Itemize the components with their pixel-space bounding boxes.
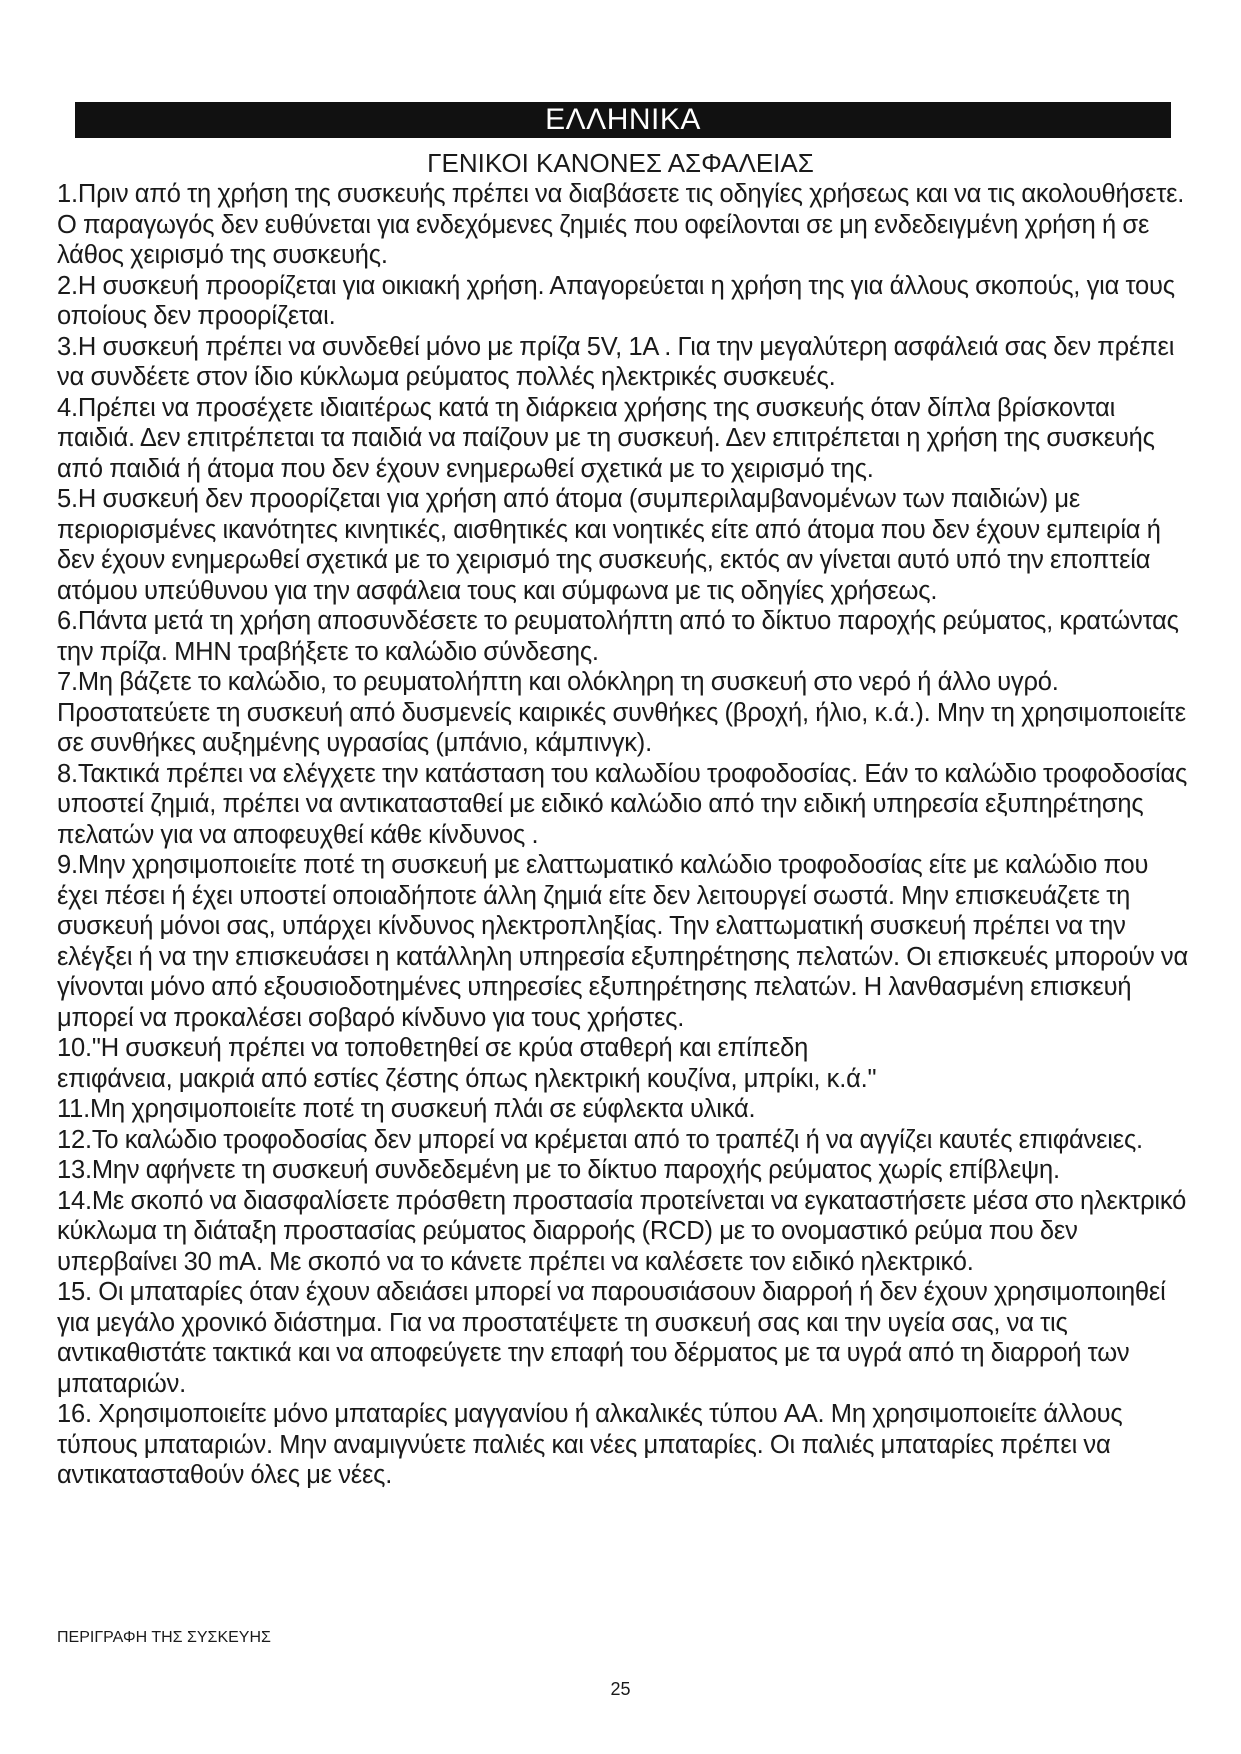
rule-paragraph: 9.Μην χρησιμοποιείτε ποτέ τη συσκευή με ελαττωματικό καλώδιο τροφοδοσίας είτε με καλώδιο που έχει πέσει ή έχει υποστεί οποιαδήποτε άλλη ζημιά είτε δεν λειτουργεί σωστά. Μην επισκευάζετε τη συσκευή μόνοι σας, υπάρχει κίνδυνος ηλεκτροπληξίας. Την ελαττωματική συσκευή πρέπει να την ελέγξει ή να την επισκευάσει η κατάλληλη υπηρεσία εξυπηρέτησης πελατών. Οι επισκευές μπορούν να γίνονται μόνο από εξουσιοδοτημένες υπηρεσίες εξυπηρέτησης πελατών. Η λανθασμένη επισκευή μπορεί να προκαλέσει σοβαρό κίνδυνο για τους χρήστες. [57, 851, 1189, 1032]
rule-paragraph: 2.Η συσκευή προορίζεται για οικιακή χρήση. Απαγορεύεται η χρήση της για άλλους σκοπούς, για τους οποίους δεν προορίζεται. [57, 271, 1175, 330]
rule-paragraph: 15. Οι μπαταρίες όταν έχουν αδειάσει μπορεί να παρουσιάσουν διαρροή ή δεν έχουν χρησιμοποιηθεί για μεγάλο χρονικό διάστημα. Για να προστατέψετε τη συσκευή σας και την υγεία σας, να τις αντικαθιστάτε τακτικά και να αποφεύγετε την επαφή του δέρματος με τα υγρά από τη διαρροή των μπαταριών. [57, 1278, 1166, 1398]
rule-paragraph: 6.Πάντα μετά τη χρήση αποσυνδέσετε το ρευματολήπτη από το δίκτυο παροχής ρεύματος, κρατώντας την πρίζα. ΜΗΝ τραβήξετε το καλώδιο σύνδεσης. [57, 607, 1179, 666]
rule-paragraph: 3.Η συσκευή πρέπει να συνδεθεί μόνο με πρίζα 5V, 1A . Για την μεγαλύτερη ασφάλειά σας δεν πρέπει να συνδέετε στον ίδιο κύκλωμα ρεύματος πολλές ηλεκτρικές συσκευές. [57, 332, 1175, 391]
rule-paragraph: 8.Τακτικά πρέπει να ελέγχετε την κατάσταση του καλωδίου τροφοδοσίας. Εάν το καλώδιο τροφοδοσίας υποστεί ζημιά, πρέπει να αντικατασταθεί με ειδικό καλώδιο από την ειδική υπηρεσία εξυπηρέτησης πελατών για να αποφευχθεί κάθε κίνδυνος . [57, 759, 1188, 849]
rule-paragraph: επιφάνεια, μακριά από εστίες ζέστης όπως ηλεκτρική κουζίνα, μπρίκι, κ.ά." [57, 1064, 877, 1093]
rule-paragraph: 13.Μην αφήνετε τη συσκευή συνδεδεμένη με το δίκτυο παροχής ρεύματος χωρίς επίβλεψη. [57, 1156, 1060, 1184]
rule-paragraph: 7.Μη βάζετε το καλώδιο, το ρευματολήπτη και ολόκληρη τη συσκευή στο νερό ή άλλο υγρό. Προστατεύετε τη συσκευή από δυσμενείς καιρικές συνθήκες (βροχή, ήλιο, κ.ά.). Μην τη χρησιμοποιείτε σε συνθήκες αυξημένης υγρασίας (μπάνιο, κάμπινγκ). [57, 668, 1186, 757]
safety-rules [57, 179, 1189, 1491]
language-label: ΕΛΛΗΝΙΚΑ [545, 103, 701, 136]
rule-paragraph: 11.Μη χρησιμοποιείτε ποτέ τη συσκευή πλάι σε εύφλεκτα υλικά. [57, 1095, 756, 1123]
rule-paragraph: 14.Με σκοπό να διασφαλίσετε πρόσθετη προστασία προτείνεται να εγκαταστήσετε μέσα στο ηλεκτρικό κύκλωμα τη διάταξη προστασίας ρεύματος διαρροής (RCD) με το ονομαστικό ρεύμα που δεν υπερβαίνει 30 mA. Με σκοπό να το κάνετε πρέπει να καλέσετε τον ειδικό ηλεκτρικό. [57, 1186, 1187, 1276]
page-number: 25 [610, 1679, 631, 1699]
rule-paragraph: 12.Το καλώδιο τροφοδοσίας δεν μπορεί να κρέμεται από το τραπέζι ή να αγγίζει καυτές επιφάνειες. [57, 1125, 1143, 1154]
next-section-heading: ΠΕΡΙΓΡΑΦΗ ΤΗΣ ΣΥΣΚΕΥΗΣ [57, 1629, 271, 1646]
section-title: ΓΕΝΙΚΟΙ ΚΑΝΟΝΕΣ ΑΣΦΑΛΕΙΑΣ [427, 148, 814, 178]
rule-paragraph: 1.Πριν από τη χρήση της συσκευής πρέπει να διαβάσετε τις οδηγίες χρήσεως και να τις ακολουθήσετε. Ο παραγωγός δεν ευθύνεται για ενδεχόμενες ζημιές που οφείλονται σε μη ενδεδειγμένη χρήση ή σε λάθος χειρισμό της συσκευής. [57, 180, 1185, 269]
rule-paragraph: 16. Χρησιμοποιείτε μόνο μπαταρίες μαγγανίου ή αλκαλικές τύπου AA. Μη χρησιμοποιείτε άλλους τύπους μπαταριών. Μην αναμιγνύετε παλιές και νέες μπαταρίες. Οι παλιές μπαταρίες πρέπει να αντικατασταθούν όλες με νέες. [57, 1400, 1123, 1489]
rule-paragraph: 5.Η συσκευή δεν προορίζεται για χρήση από άτομα (συμπεριλαμβανομένων των παιδιών) με περιορισμένες ικανότητες κινητικές, αισθητικές και νοητικές είτε από άτομα που δεν έχουν εμπειρία ή δεν έχουν ενημερωθεί σχετικά με το χειρισμό της συσκευής, εκτός αν γίνεται αυτό υπό την εποπτεία ατόμου υπεύθυνου για την ασφάλεια τους και σύμφωνα με τις οδηγίες χρήσεως. [57, 485, 1161, 605]
language-banner [75, 102, 1171, 138]
rule-paragraph: 4.Πρέπει να προσέχετε ιδιαιτέρως κατά τη διάρκεια χρήσης της συσκευής όταν δίπλα βρίσκονται παιδιά. Δεν επιτρέπεται τα παιδιά να παίζουν με τη συσκευή. Δεν επιτρέπεται η χρήση της συσκευής από παιδιά ή άτομα που δεν έχουν ενημερωθεί σχετικά με το χειρισμό της. [57, 393, 1155, 483]
rule-paragraph: 10."Η συσκευή πρέπει να τοποθετηθεί σε κρύα σταθερή και επίπεδη [57, 1034, 809, 1062]
